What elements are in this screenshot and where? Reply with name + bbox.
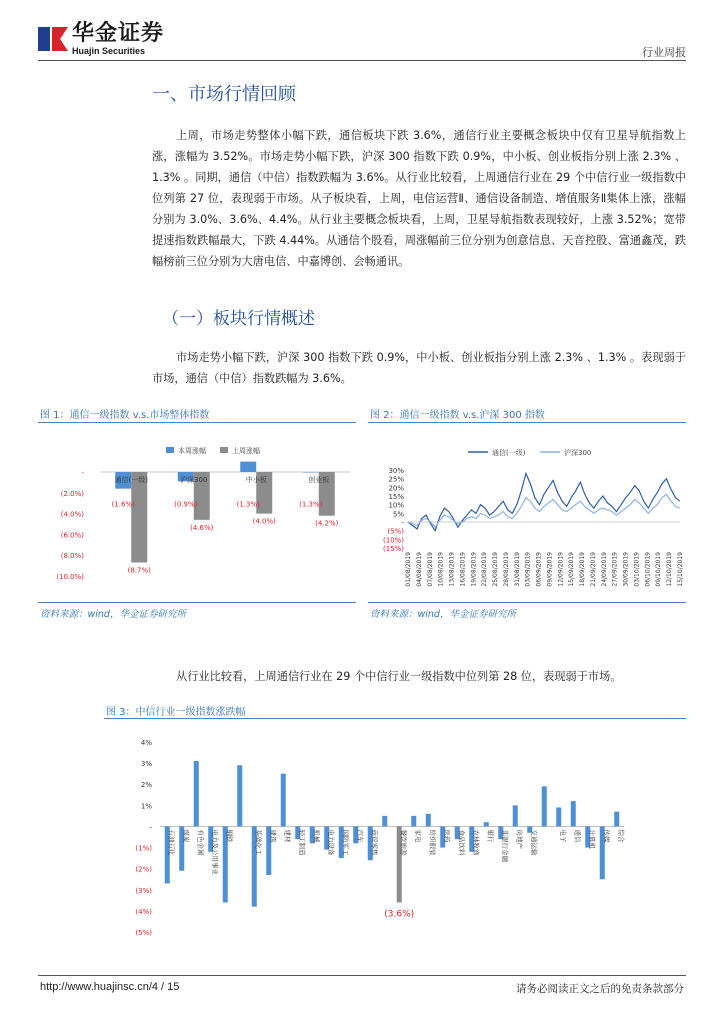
fig3-category-label: 电力及公用事业 — [210, 829, 219, 875]
figure2-source: 资料来源：wind，华金证券研究所 — [370, 609, 516, 620]
fig3-ytick-label: 1% — [140, 802, 152, 811]
fig3-ytick-label: 4% — [140, 739, 152, 747]
fig3-category-label: 房地产 — [515, 829, 524, 849]
fig3-category-label: 汽车 — [355, 829, 364, 843]
fig3-category-label: 农林牧渔 — [471, 829, 480, 856]
fig3-category-label: 通信 — [573, 829, 582, 843]
fig3-category-label: 石油石化 — [167, 829, 176, 856]
fig3-bar — [194, 761, 199, 826]
fig1-category-label: 创业板 — [308, 476, 330, 484]
header-divider — [38, 60, 686, 61]
legend-label-this-week: 本周涨幅 — [178, 447, 206, 455]
industry-comparison-paragraph: 从行业比较看，上周通信行业在 29 个中信行业一级指数中位列第 28 位，表现弱于市场。 — [176, 670, 622, 683]
figure1-source: 资料来源：wind，华金证券研究所 — [40, 609, 186, 620]
fig3-category-label: 银行 — [486, 829, 495, 843]
fig2-xtick-label: 22/08/2019 — [481, 552, 489, 587]
fig2-xtick-label: 16/08/2019 — [459, 552, 467, 587]
fig1-category-label: 沪深300 — [180, 476, 208, 484]
fig3-category-label: 有色金属 — [196, 829, 205, 856]
fig2-ytick-label: (5%) — [387, 527, 404, 536]
fig3-category-label: 建筑 — [268, 829, 277, 843]
fig3-bar — [382, 816, 387, 827]
fig2-xtick-label: 06/10/2019 — [644, 552, 652, 587]
footer-divider — [38, 975, 686, 976]
fig3-ytick-label: (1%) — [135, 844, 152, 853]
fig1-data-label-last-week: (4.2%) — [315, 519, 339, 528]
fig3-bar — [281, 774, 286, 827]
figure3-title: 图 3：中信行业一级指数涨跌幅 — [106, 707, 246, 718]
fig2-xtick-label: 13/08/2019 — [448, 552, 456, 587]
legend-swatch-this-week — [166, 447, 174, 453]
fig3-bar — [513, 805, 518, 826]
figure2-line-chart — [368, 430, 686, 600]
fig1-data-label-last-week: (8.7%) — [127, 566, 151, 575]
fig1-ytick-label: - — [81, 469, 84, 477]
fig3-category-label: 钢铁 — [225, 829, 234, 843]
fig2-ytick-label: 15% — [388, 493, 404, 501]
legend-swatch-last-week — [220, 447, 228, 453]
fig2-xtick-label: 07/08/2019 — [426, 552, 434, 587]
fig3-category-label: 建材 — [283, 829, 292, 843]
market-review-paragraph: 上周，市场走势整体小幅下跌，通信板块下跌 3.6%，通信行业主要概念板块中仅有卫星导航指数上涨，涨幅为 3.52%。市场走势小幅下跌，沪深 300 指数下跌 0.9%，中小板、创业板指分别上涨 2.3% 、1.3% 。同期，通信（中信）指数跌幅为 3.6%。从行业比较看，上周通信行业在 29 个中信行业一级指数中位列第 27 位，表现弱于市场。从子板块看，上周，电信运营Ⅱ、通信设备制造、增值服务Ⅱ集体上涨，涨幅分别为 3.0%、3.6%、4.4%。从行业主要概念板块看，上周，卫星导航指数表现较好，上涨 3.52%；宽带提速指数跌幅最大，下跌 4.44%。从通信个股看，周涨幅前三位分别为创意信息、天音控股、富通鑫茂，跌幅榜前三位分别为大唐电信、中嘉博创、会畅通讯。 — [152, 129, 686, 268]
fig3-ytick-label: (5%) — [135, 929, 152, 937]
fig2-ytick-label: (15%) — [382, 545, 404, 553]
fig1-category-label: 中小板 — [245, 476, 267, 484]
fig3-category-label: 基础化工 — [254, 829, 263, 856]
fig2-xtick-label: 01/08/2019 — [405, 552, 412, 587]
fig3-bar — [571, 801, 576, 826]
fig2-xtick-label: 12/10/2019 — [666, 552, 674, 587]
fig2-ytick-label: 30% — [388, 467, 404, 475]
fig3-category-label: 轻工制造 — [297, 829, 306, 856]
fig1-data-label-last-week: (4.0%) — [252, 517, 276, 526]
fig2-xtick-label: 10/08/2019 — [437, 552, 445, 587]
footer-url-page[interactable]: http://www.huajinsc.cn/4 / 15 — [40, 981, 180, 993]
figure3-top-rule — [104, 718, 686, 719]
fig1-ytick-label: (6.0%) — [60, 531, 84, 540]
fig2-ytick-label: (10%) — [382, 536, 404, 545]
footer-disclaimer: 请务必阅读正文之后的免责条款部分 — [516, 983, 684, 995]
fig2-xtick-label: 15/10/2019 — [677, 552, 684, 587]
fig2-ytick-label: - — [401, 519, 404, 527]
figure1-title: 图 1：通信一级指数 v.s.市场整体指数 — [40, 410, 210, 421]
fig2-xtick-label: 28/08/2019 — [502, 552, 510, 587]
fig2-xtick-label: 09/10/2019 — [655, 552, 663, 587]
fig3-bar — [614, 812, 619, 827]
fig3-category-label: 商贸零售 — [370, 829, 379, 856]
fig3-category-label: 机械 — [312, 829, 321, 843]
fig1-bar-this-week — [303, 472, 319, 473]
report-type-tag: 行业周报 — [642, 46, 686, 59]
fig2-xtick-label: 15/09/2019 — [568, 552, 576, 587]
figure2-top-rule — [368, 422, 686, 423]
fig2-ytick-label: 5% — [392, 510, 404, 519]
figure1-top-rule — [38, 422, 356, 423]
section-title-market-review: 一、市场行情回顾 — [152, 84, 296, 105]
fig2-xtick-label: 03/10/2019 — [633, 552, 641, 587]
subsection-title-sector-overview: （一）板块行情概述 — [162, 309, 315, 329]
fig3-bar — [542, 786, 547, 826]
fig3-category-label: 综合 — [616, 829, 625, 843]
fig2-xtick-label: 12/09/2019 — [557, 552, 565, 587]
fig3-category-label: 国防军工 — [341, 829, 350, 856]
fig1-data-label-this-week: (0.9%) — [174, 500, 198, 509]
figure1-bottom-rule — [38, 602, 356, 603]
fig2-xtick-label: 03/09/2019 — [524, 552, 532, 587]
fig2-xtick-label: 31/08/2019 — [513, 552, 521, 587]
fig2-xtick-label: 27/09/2019 — [611, 552, 619, 587]
fig3-ytick-label: 2% — [140, 781, 152, 790]
figure2-title: 图 2：通信一级指数 v.s.沪深 300 指数 — [370, 410, 545, 421]
fig1-ytick-label: (10.0%) — [56, 573, 84, 581]
fig3-category-label: 非银行金融 — [500, 829, 509, 862]
fig1-ytick-label: (2.0%) — [60, 489, 84, 498]
fig2-xtick-label: 24/09/2019 — [600, 552, 608, 587]
fig3-bar — [411, 816, 416, 827]
fig1-ytick-label: (4.0%) — [60, 510, 84, 519]
fig2-xtick-label: 18/09/2019 — [579, 552, 587, 587]
fig3-bar — [426, 814, 431, 827]
legend-label-telecom: 通信(一级) — [492, 449, 526, 457]
fig3-bar — [556, 807, 561, 826]
legend-label-last-week: 上周涨幅 — [232, 447, 260, 455]
logo-english: Huajin Securities — [72, 46, 146, 56]
fig1-data-label-this-week: (1.3%) — [299, 500, 323, 509]
fig1-data-label-last-week: (4.6%) — [190, 523, 214, 532]
fig3-category-label: 餐饮旅游 — [399, 829, 408, 856]
fig3-category-label: 医药 — [442, 829, 451, 843]
fig3-bar — [484, 822, 489, 826]
fig3-ytick-label: (4%) — [135, 907, 152, 916]
legend-label-hs300: 沪深300 — [564, 449, 592, 457]
fig2-xtick-label: 19/08/2019 — [470, 552, 478, 587]
fig3-category-label: 食品饮料 — [457, 829, 466, 856]
logo-chinese: 华金证券 — [72, 21, 165, 46]
fig2-ytick-label: 20% — [388, 484, 404, 493]
fig3-category-label: 电力设备 — [326, 829, 335, 856]
fig2-xtick-label: 25/08/2019 — [492, 552, 500, 587]
fig2-ytick-label: 10% — [388, 501, 404, 510]
fig3-category-label: 家电 — [413, 829, 422, 843]
figure1-bar-chart — [38, 430, 356, 600]
fig1-category-label: 通信(一级) — [114, 476, 148, 484]
fig2-xtick-label: 30/09/2019 — [622, 552, 630, 587]
sector-overview-paragraph: 市场走势小幅下跌，沪深 300 指数下跌 0.9%，中小板、创业板指分别上涨 2.3% 、1.3% 。表现弱于市场，通信（中信）指数跌幅为 3.6%。 — [152, 351, 686, 385]
fig1-ytick-label: (8.0%) — [60, 552, 84, 561]
fig1-data-label-this-week: (1.3%) — [236, 500, 260, 509]
fig3-category-label: 传媒 — [602, 829, 611, 843]
fig3-telecom-annotation: (3.6%) — [384, 909, 415, 920]
fig3-bar — [237, 765, 242, 826]
figure3-bar-chart — [104, 726, 686, 944]
fig2-xtick-label: 21/09/2019 — [589, 552, 597, 587]
fig3-category-label: 煤炭 — [181, 829, 190, 843]
fig1-bar-last-week — [131, 472, 147, 562]
fig3-category-label: 纺织服装 — [428, 829, 437, 856]
fig3-ytick-label: - — [149, 823, 152, 832]
fig3-category-label: 计算机 — [587, 829, 596, 849]
fig2-xtick-label: 06/09/2019 — [535, 552, 543, 587]
fig3-ytick-label: (3%) — [135, 886, 152, 895]
fig3-category-label: 交通运输 — [529, 829, 538, 856]
company-logo — [38, 22, 164, 56]
fig1-data-label-this-week: (1.6%) — [111, 500, 135, 509]
fig1-bar-this-week — [240, 462, 256, 472]
figure2-bottom-rule — [368, 602, 686, 603]
fig3-category-label: 电子 — [558, 829, 567, 843]
fig2-xtick-label: 04/08/2019 — [415, 552, 423, 587]
fig2-ytick-label: 25% — [388, 475, 404, 484]
fig3-ytick-label: (2%) — [135, 865, 152, 874]
fig2-xtick-label: 09/09/2019 — [546, 552, 554, 587]
fig3-ytick-label: 3% — [140, 760, 152, 769]
logo-mark-icon — [38, 24, 68, 54]
